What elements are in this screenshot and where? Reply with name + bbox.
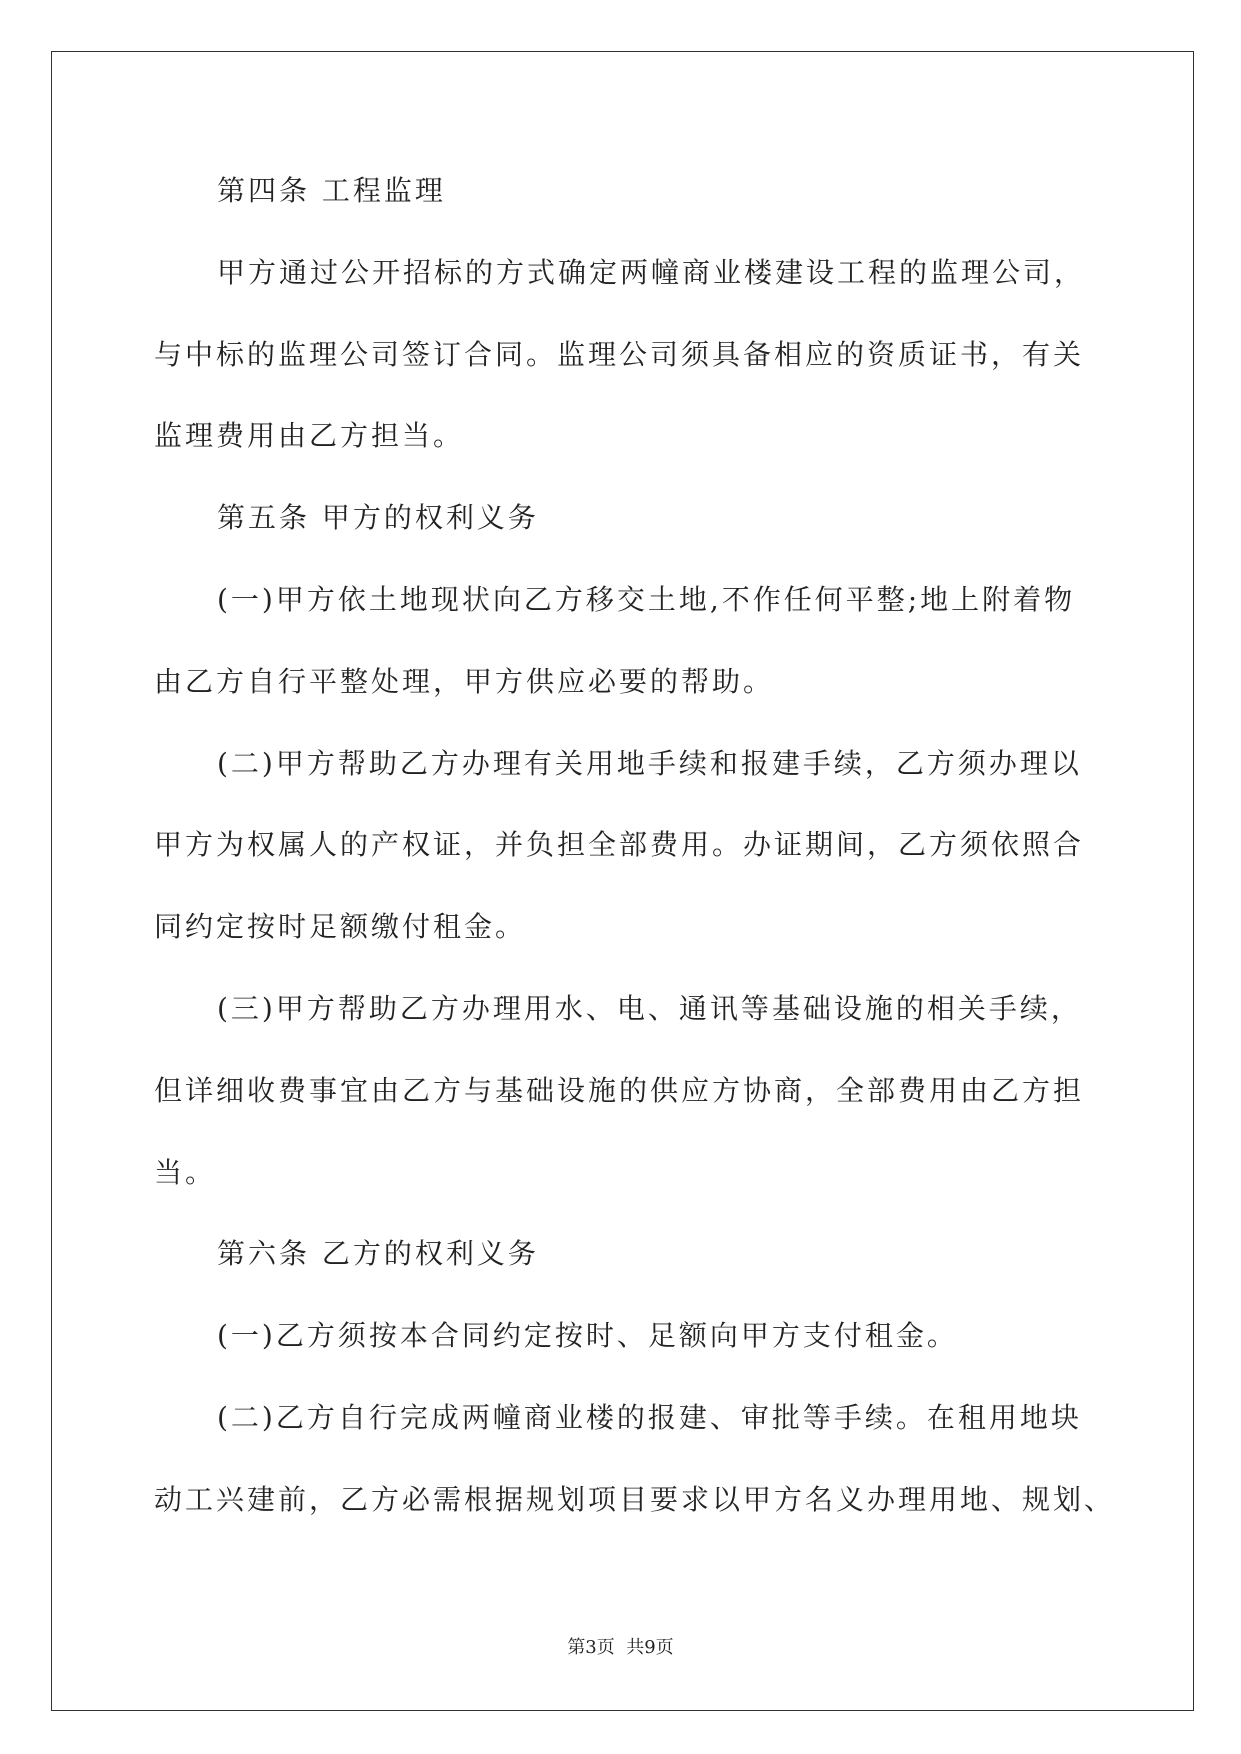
article-heading (154, 1213, 1154, 1295)
paragraph (154, 232, 1154, 477)
paragraph-line: 与中标的监理公司签订合同。监理公司须具备相应的资质证书，有关 (154, 337, 1085, 371)
paragraph-line: 监理费用由乙方担当。 (154, 419, 465, 453)
paragraph-line: 甲方为权属人的产权证，并负担全部费用。办证期间，乙方须依照合 (154, 828, 1085, 862)
paragraph-line: 由乙方自行平整处理，甲方供应必要的帮助。 (154, 664, 775, 698)
paragraph (154, 968, 1154, 1213)
paragraph (154, 1295, 1154, 1377)
paragraph-line: (一)甲方依土地现状向乙方移交土地,不作任何平整;地上附着物 (217, 582, 1076, 616)
article-heading (154, 150, 1154, 232)
paragraph-line: (三)甲方帮助乙方办理用水、电、通讯等基础设施的相关手续， (217, 991, 1082, 1025)
heading-text: 第四条 工程监理 (217, 174, 446, 207)
paragraph-line: 同约定按时足额缴付租金。 (154, 910, 527, 944)
heading-text: 第五条 甲方的权利义务 (217, 501, 539, 535)
paragraph (154, 723, 1154, 968)
paragraph-line: 当。 (154, 1155, 217, 1189)
paragraph-line: 动工兴建前，乙方必需根据规划项目要求以甲方名义办理用地、规划、 (154, 1482, 1116, 1516)
paragraph (154, 559, 1154, 723)
document-body (154, 150, 1154, 1541)
page-number-footer: 第3页 共9页 (567, 1637, 674, 1658)
heading-text: 第六条 乙方的权利义务 (217, 1237, 539, 1271)
article-heading (154, 477, 1154, 559)
paragraph-line: (二)甲方帮助乙方办理有关用地手续和报建手续，乙方须办理以 (217, 746, 1082, 780)
paragraph-line: 但详细收费事宜由乙方与基础设施的供应方协商，全部费用由乙方担 (154, 1073, 1085, 1107)
paragraph-line: 甲方通过公开招标的方式确定两幢商业楼建设工程的监理公司， (217, 255, 1086, 289)
paragraph-line: (二)乙方自行完成两幢商业楼的报建、审批等手续。在租用地块 (217, 1400, 1082, 1434)
paragraph (154, 1377, 1154, 1541)
paragraph-line: (一)乙方须按本合同约定按时、足额向甲方支付租金。 (217, 1319, 958, 1353)
